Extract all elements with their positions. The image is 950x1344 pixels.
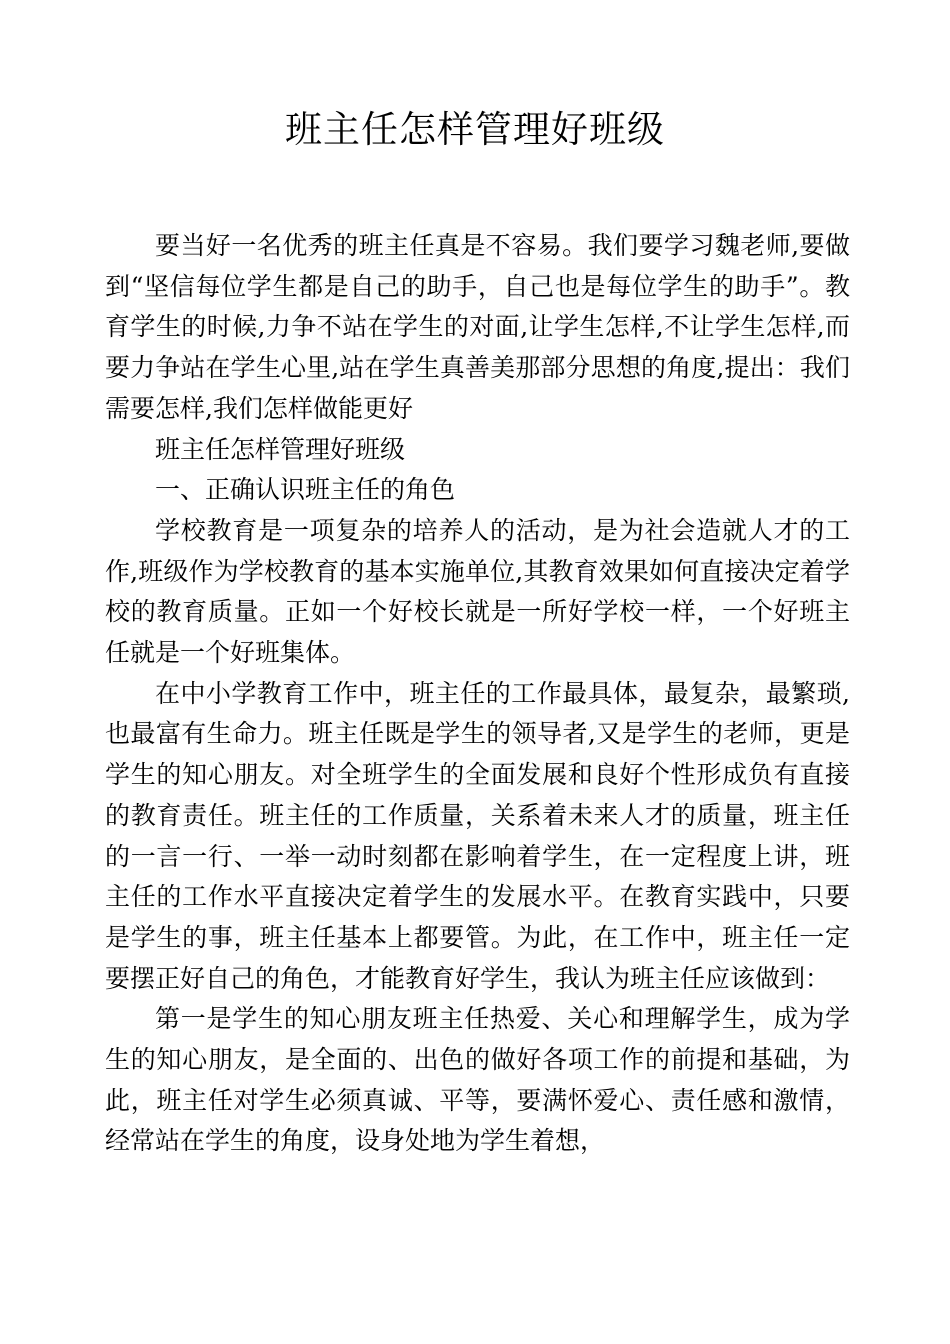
document-body [105,226,850,1162]
paragraph-subtitle: 班主任怎样管理好班级 [155,434,406,464]
paragraph-intro: 要当好一名优秀的班主任真是不容易。我们要学习魏老师,要做到“坚信每位学生都是自己的助手，自己也是每位学生的助手”。教育学生的时候,力争不站在学生的对面,让学生怎样,不让学生怎样,而要力争站在学生心里,站在学生真善美那部分思想的角度,提出：我们需要怎样,我们怎样做能更好 [105,231,850,423]
document-title: 班主任怎样管理好班级 [285,108,665,151]
paragraph-first-point: 第一是学生的知心朋友班主任热爱、关心和理解学生，成为学生的知心朋友，是全面的、出色的做好各项工作的前提和基础，为此，班主任对学生必须真诚、平等，要满怀爱心、责任感和激情，经常站在学生的角度，设身处地为学生着想， [105,1004,850,1156]
paragraph-teacher-role: 在中小学教育工作中，班主任的工作最具体，最复杂，最繁琐,也最富有生命力。班主任既是学生的领导者,又是学生的老师，更是学生的知心朋友。对全班学生的全面发展和良好个性形成负有直接的教育责任。班主任的工作质量，关系着未来人才的质量，班主任的一言一行、一举一动时刻都在影响着学生，在一定程度上讲，班主任的工作水平直接决定着学生的发展水平。在教育实践中，只要是学生的事，班主任基本上都要管。为此，在工作中，班主任一定要摆正好自己的角色，才能教育好学生，我认为班主任应该做到： [105,678,850,993]
section-heading-1: 一、正确认识班主任的角色 [155,475,456,505]
paragraph-school-education: 学校教育是一项复杂的培养人的活动，是为社会造就人才的工作,班级作为学校教育的基本实施单位,其教育效果如何直接决定着学校的教育质量。正如一个好校长就是一所好学校一样，一个好班主任就是一个好班集体。 [105,515,850,668]
